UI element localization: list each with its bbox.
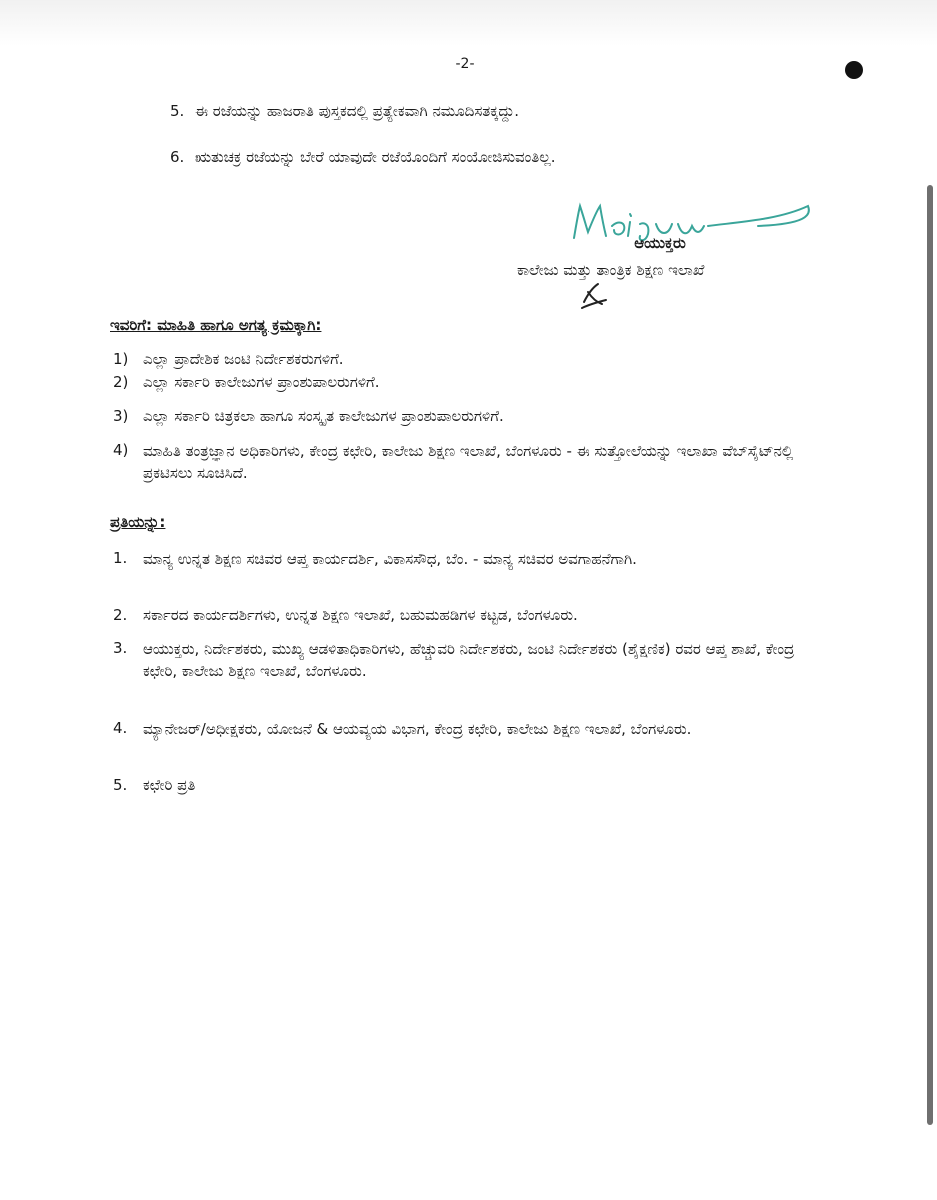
page-number: -2- [455,56,475,72]
signatory-title: ಆಯುಕ್ತರು [634,234,686,252]
list-item: ಸರ್ಕಾರದ ಕಾರ್ಯದರ್ಶಿಗಳು, ಉನ್ನತ ಶಿಕ್ಷಣ ಇಲಾಖೆ, ಬಹುಮಹಡಿಗಳ ಕಟ್ಟಡ, ಬೆಂಗಳೂರು. [143,606,578,624]
list-item-number: 5. [113,776,128,794]
scrollbar-thumb[interactable] [927,185,933,1125]
list-item-number: 2) [113,373,129,391]
page-marker-dot [845,61,863,79]
list-item-number: 3) [113,407,129,425]
signatory-department: ಕಾಲೇಜು ಮತ್ತು ತಾಂತ್ರಿಕ ಶಿಕ್ಷಣ ಇಲಾಖೆ [517,261,705,279]
list-item: ಎಲ್ಲಾ ಪ್ರಾದೇಶಿಕ ಜಂಟಿ ನಿರ್ದೇಶಕರುಗಳಿಗೆ. [143,350,344,368]
initials-mark [578,280,610,312]
to-section-heading: ಇವರಿಗೆ: ಮಾಹಿತಿ ಹಾಗೂ ಅಗತ್ಯ ಕ್ರಮಕ್ಕಾಗಿ: [110,316,322,334]
list-item: ಮಾಹಿತಿ ತಂತ್ರಜ್ಞಾನ ಅಧಿಕಾರಿಗಳು, ಕೇಂದ್ರ ಕಛೇರಿ, ಕಾಲೇಜು ಶಿಕ್ಷಣ ಇಲಾಖೆ, ಬೆಂಗಳೂರು - ಈ ಸುತ್ತೋಲೆಯನ್ನು ಇಲಾಖಾ ವೆಬ್‌ಸೈಟ್‌ನಲ್ಲಿ ಪ್ರಕಟಿಸಲು ಸೂಚಿಸಿದೆ. [143,442,794,482]
copy-section-heading: ಪ್ರತಿಯನ್ನು: [110,513,166,531]
instruction-number: 5. [170,102,185,120]
list-item-number: 1. [113,549,128,567]
list-item: ಎಲ್ಲಾ ಸರ್ಕಾರಿ ಕಾಲೇಜುಗಳ ಪ್ರಾಂಶುಪಾಲರುಗಳಿಗೆ. [143,373,380,391]
list-item: ಮಾನ್ಯ ಉನ್ನತ ಶಿಕ್ಷಣ ಸಚಿವರ ಆಪ್ತ ಕಾರ್ಯದರ್ಶಿ, ವಿಕಾಸಸೌಧ, ಬೆಂ. - ಮಾನ್ಯ ಸಚಿವರ ಅವಗಾಹನೆಗಾಗಿ. [143,550,637,568]
list-item: ಮ್ಯಾನೇಜರ್/ಅಧೀಕ್ಷಕರು, ಯೋಜನೆ & ಆಯವ್ಯಯ ವಿಭಾಗ, ಕೇಂದ್ರ ಕಛೇರಿ, ಕಾಲೇಜು ಶಿಕ್ಷಣ ಇಲಾಖೆ, ಬೆಂಗಳೂರು. [143,720,692,738]
list-item: ಎಲ್ಲಾ ಸರ್ಕಾರಿ ಚಿತ್ರಕಲಾ ಹಾಗೂ ಸಂಸ್ಕೃತ ಕಾಲೇಜುಗಳ ಪ್ರಾಂಶುಪಾಲರುಗಳಿಗೆ. [143,407,504,425]
list-item-number: 2. [113,606,128,624]
instruction-text: ಋತುಚಕ್ರ ರಜೆಯನ್ನು ಬೇರೆ ಯಾವುದೇ ರಜೆಯೊಂದಿಗೆ ಸಂಯೋಜಿಸುವಂತಿಲ್ಲ. [195,148,556,166]
viewer-top-bar [0,0,937,46]
instruction-text: ಈ ರಜೆಯನ್ನು ಹಾಜರಾತಿ ಪುಸ್ತಕದಲ್ಲಿ ಪ್ರತ್ಯೇಕವಾಗಿ ನಮೂದಿಸತಕ್ಕದ್ದು. [195,102,520,120]
list-item-number: 4) [113,441,129,459]
list-item-number: 4. [113,719,128,737]
list-item-number: 1) [113,350,129,368]
scrollbar[interactable] [923,175,937,1135]
list-item-number: 3. [113,639,128,657]
list-item: ಆಯುಕ್ತರು, ನಿರ್ದೇಶಕರು, ಮುಖ್ಯ ಆಡಳಿತಾಧಿಕಾರಿಗಳು, ಹೆಚ್ಚುವರಿ ನಿರ್ದೇಶಕರು, ಜಂಟಿ ನಿರ್ದೇಶಕರು (ಶೈಕ್ಷಣಿಕ) ರವರ ಆಪ್ತ ಶಾಖೆ, ಕೇಂದ್ರ ಕಛೇರಿ, ಕಾಲೇಜು ಶಿಕ್ಷಣ ಇಲಾಖೆ, ಬೆಂಗಳೂರು. [143,640,795,680]
instruction-number: 6. [170,148,185,166]
list-item: ಕಛೇರಿ ಪ್ರತಿ [143,776,196,794]
